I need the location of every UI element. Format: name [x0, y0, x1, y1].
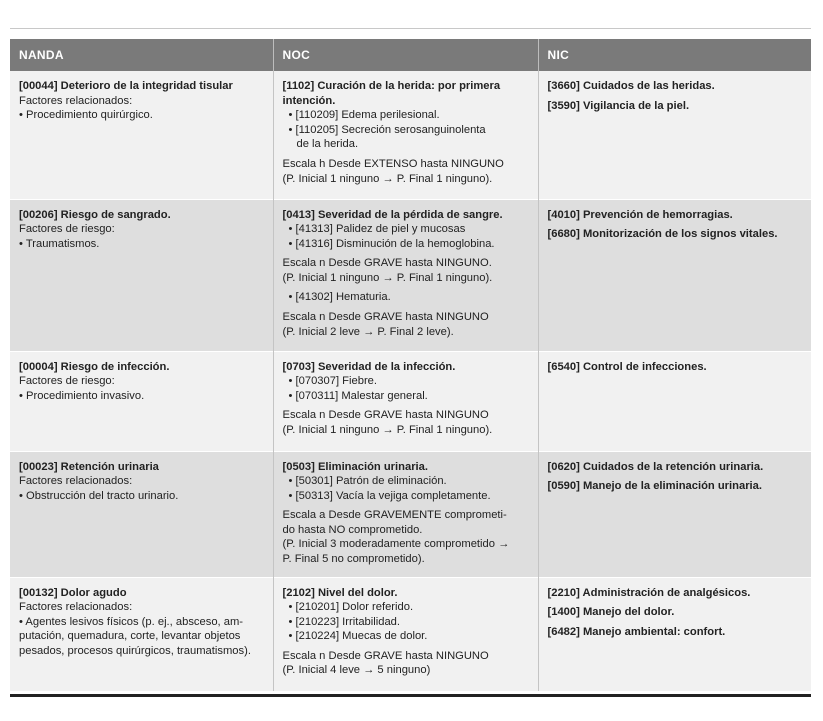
nic-intervention: [6482] Manejo ambiental: confort.: [547, 625, 726, 638]
noc-indicator: • [210224] Muecas de dolor.: [288, 630, 428, 643]
header-noc: NOC: [273, 39, 538, 71]
nic-intervention: [6540] Control de infecciones.: [547, 360, 707, 373]
noc-cell: [273, 577, 538, 691]
nanda-cell: [10, 577, 273, 691]
noc-scale: Escala n Desde GRAVE hasta NINGUNO: [282, 409, 489, 422]
noc-scale: Escala n Desde GRAVE hasta NINGUNO.: [282, 257, 492, 270]
nanda-item-cont: pesados, procesos quirúrgicos, traumatismos).: [19, 644, 251, 657]
nanda-cell: [10, 71, 273, 199]
nanda-title: [00023] Retención urinaria: [19, 460, 159, 473]
nanda-cell: [10, 351, 273, 451]
nanda-title: [00206] Riesgo de sangrado.: [19, 208, 171, 221]
noc-indicator: • [50313] Vacía la vejiga completamente.: [288, 489, 491, 502]
nanda-title: [00044] Deterioro de la integridad tisular: [19, 80, 233, 92]
nanda-label: Factores relacionados:: [19, 601, 133, 614]
noc-scale: Escala h Desde EXTENSO hasta NINGUNO: [282, 157, 504, 170]
table-row: [10, 71, 811, 199]
nanda-item-cont: putación, quemadura, corte, levantar objetos: [19, 630, 241, 643]
noc-scale: Escala n Desde GRAVE hasta NINGUNO: [282, 311, 489, 324]
noc-indicator: • [41302] Hematuria.: [288, 291, 391, 304]
noc-scale-range: (P. Inicial 1 ninguno → P. Final 1 ninguno).: [282, 423, 493, 436]
noc-scale: Escala a Desde GRAVEMENTE comprometi-: [282, 509, 507, 522]
bottom-rule: [10, 694, 811, 697]
nanda-label: Factores de riesgo:: [19, 223, 115, 236]
table-row: [10, 199, 811, 351]
noc-indicator: • [41313] Palidez de piel y mucosas: [288, 223, 466, 236]
nanda-item: • Traumatismos.: [19, 237, 100, 250]
noc-indicator-cont: de la herida.: [296, 138, 359, 151]
noc-scale-cont: do hasta NO comprometido.: [282, 523, 423, 536]
noc-indicator: • [210223] Irritabilidad.: [288, 615, 401, 628]
header-nic: NIC: [538, 39, 811, 71]
noc-scale-range: (P. Inicial 2 leve → P. Final 2 leve).: [282, 325, 454, 338]
nanda-cell: [10, 451, 273, 577]
nic-intervention: [3660] Cuidados de las heridas.: [547, 80, 715, 92]
nic-intervention: [2210] Administración de analgésicos.: [547, 586, 751, 599]
noc-indicator: • [210201] Dolor referido.: [288, 601, 414, 614]
noc-indicator: • [070307] Fiebre.: [288, 375, 378, 388]
table-row: [10, 351, 811, 451]
header-nanda: NANDA: [10, 39, 273, 71]
noc-indicator: • [110205] Secreción serosanguinolenta: [288, 123, 486, 136]
noc-indicator: • [50301] Patrón de eliminación.: [288, 475, 447, 488]
nanda-item: • Obstrucción del tracto urinario.: [19, 489, 179, 502]
noc-scale: Escala n Desde GRAVE hasta NINGUNO: [282, 649, 489, 662]
nic-cell: [538, 451, 811, 577]
noc-title: [2102] Nivel del dolor.: [282, 586, 398, 599]
nic-intervention: [0590] Manejo de la eliminación urinaria.: [547, 480, 762, 493]
noc-scale-range: (P. Inicial 3 moderadamente comprometido →: [282, 538, 510, 551]
nic-intervention: [6680] Monitorización de los signos vitales.: [547, 228, 778, 241]
nic-intervention: [1400] Manejo del dolor.: [547, 606, 675, 619]
noc-title: [0703] Severidad de la infección.: [282, 360, 456, 373]
noc-scale-range-cont: P. Final 5 no comprometido).: [282, 553, 425, 566]
nanda-title: [00004] Riesgo de infección.: [19, 360, 170, 373]
care-plan-table: [10, 39, 811, 691]
table-row: [10, 451, 811, 577]
noc-title-cont: intención.: [282, 94, 336, 107]
nic-cell: [538, 577, 811, 691]
table-header-row: [10, 39, 811, 71]
noc-scale-range: (P. Inicial 4 leve → 5 ninguno): [282, 664, 431, 677]
noc-indicator: • [110209] Edema perilesional.: [288, 109, 440, 122]
noc-indicator: • [070311] Malestar general.: [288, 389, 428, 402]
noc-cell: [273, 199, 538, 351]
nanda-label: Factores de riesgo:: [19, 375, 115, 388]
noc-scale-range: (P. Inicial 1 ninguno → P. Final 1 ninguno).: [282, 271, 493, 284]
noc-scale-range: (P. Inicial 1 ninguno → P. Final 1 ninguno).: [282, 172, 493, 185]
noc-cell: [273, 351, 538, 451]
nanda-label: Factores relacionados:: [19, 475, 133, 488]
nanda-item: • Procedimiento invasivo.: [19, 389, 145, 402]
noc-title: [0503] Eliminación urinaria.: [282, 460, 428, 473]
nanda-title: [00132] Dolor agudo: [19, 586, 127, 599]
nic-intervention: [0620] Cuidados de la retención urinaria.: [547, 460, 764, 473]
nic-cell: [538, 199, 811, 351]
nanda-cell: [10, 199, 273, 351]
nic-cell: [538, 71, 811, 199]
nic-intervention: [4010] Prevención de hemorragias.: [547, 208, 733, 221]
nanda-item: • Procedimiento quirúrgico.: [19, 109, 153, 122]
nic-cell: [538, 351, 811, 451]
top-rule: [10, 28, 811, 29]
noc-cell: [273, 71, 538, 199]
nanda-label: Factores relacionados:: [19, 94, 133, 107]
noc-indicator: • [41316] Disminución de la hemoglobina.: [288, 237, 495, 250]
nic-intervention: [3590] Vigilancia de la piel.: [547, 99, 690, 112]
noc-cell: [273, 451, 538, 577]
noc-title: [0413] Severidad de la pérdida de sangre.: [282, 208, 503, 221]
nanda-item: • Agentes lesivos físicos (p. ej., absceso, am-: [19, 615, 244, 628]
table-row: [10, 577, 811, 691]
noc-title: [1102] Curación de la herida: por primera: [282, 80, 501, 92]
